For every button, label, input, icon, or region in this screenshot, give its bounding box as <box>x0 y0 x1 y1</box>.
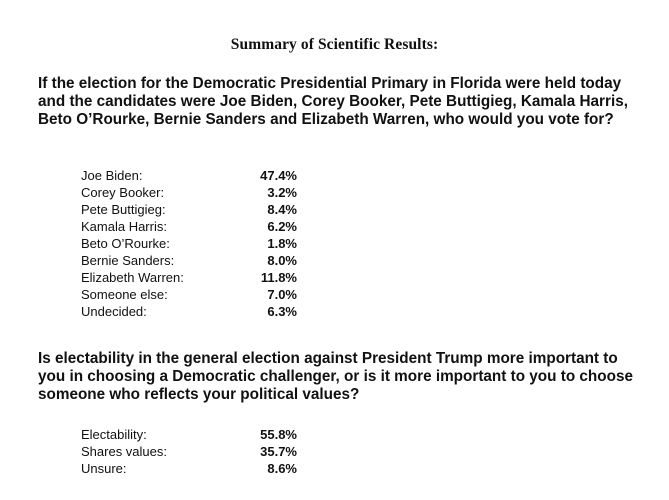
result-label: Bernie Sanders: <box>81 253 175 268</box>
result-value: 11.8% <box>260 270 297 285</box>
result-value: 55.8% <box>260 427 297 442</box>
result-value: 8.0% <box>267 253 297 268</box>
result-label: Beto O’Rourke: <box>81 236 170 251</box>
result-row-elizabeth-warren <box>81 269 301 286</box>
question-2-results <box>81 426 301 477</box>
result-row-pete-buttigieg <box>81 201 301 218</box>
result-label: Elizabeth Warren: <box>81 270 184 285</box>
result-value: 7.0% <box>267 287 297 302</box>
result-row-unsure <box>81 460 301 477</box>
result-value: 47.4% <box>260 168 297 183</box>
question-1: If the election for the Democratic Presidential Primary in Florida were held today and the candidates were Joe Biden, Corey Booker, Pete Buttigieg, Kamala Harris, Beto O’Rourke, Bernie Sanders and Elizabeth Warren, who would you vote for? <box>38 75 628 128</box>
result-label: Kamala Harris: <box>81 219 167 234</box>
result-value: 6.2% <box>267 219 297 234</box>
result-label: Shares values: <box>81 444 167 459</box>
result-label: Joe Biden: <box>81 168 143 183</box>
result-value: 3.2% <box>267 185 297 200</box>
result-row-corey-booker <box>81 184 301 201</box>
page-title: Summary of Scientific Results: <box>230 36 439 53</box>
result-value: 1.8% <box>267 236 297 251</box>
result-row-beto-orourke <box>81 235 301 252</box>
result-row-undecided <box>81 303 301 320</box>
result-value: 6.3% <box>267 304 297 319</box>
result-row-shares-values <box>81 443 301 460</box>
result-label: Unsure: <box>81 461 127 476</box>
question-1-results <box>81 167 301 320</box>
result-row-kamala-harris <box>81 218 301 235</box>
result-row-joe-biden <box>81 167 301 184</box>
result-row-bernie-sanders <box>81 252 301 269</box>
result-label: Pete Buttigieg: <box>81 202 166 217</box>
result-row-someone-else <box>81 286 301 303</box>
result-value: 8.4% <box>267 202 297 217</box>
question-2: Is electability in the general election against President Trump more important to you in choosing a Democratic challenger, or is it more important to you to choose someone who reflects your political values? <box>38 350 633 403</box>
result-label: Corey Booker: <box>81 185 165 200</box>
result-value: 8.6% <box>267 461 297 476</box>
result-label: Electability: <box>81 427 147 442</box>
result-label: Someone else: <box>81 287 168 302</box>
result-label: Undecided: <box>81 304 147 319</box>
result-row-electability <box>81 426 301 443</box>
result-value: 35.7% <box>260 444 297 459</box>
